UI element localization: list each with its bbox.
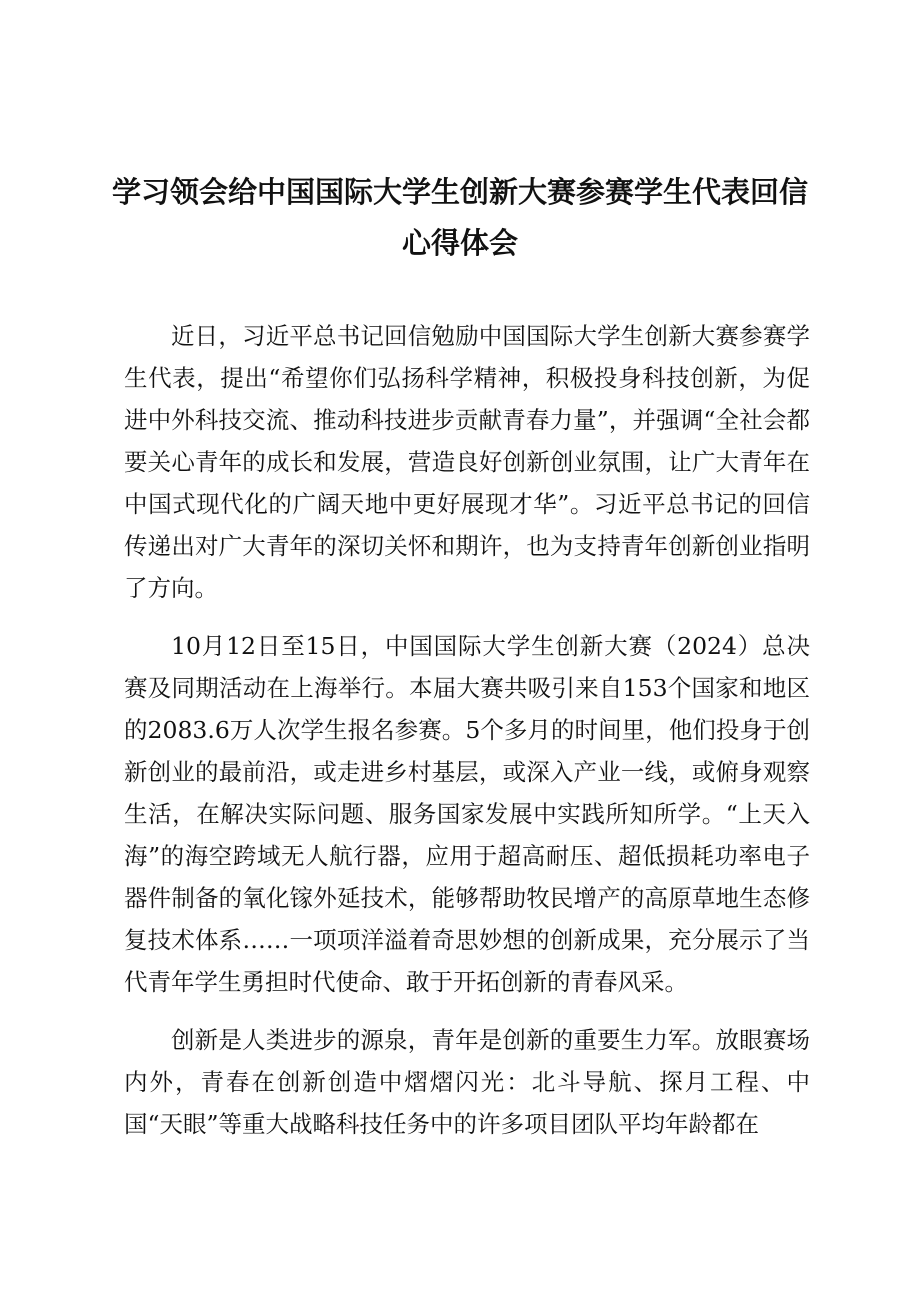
document-title-line-2: 心得体会: [401, 226, 518, 260]
document-title-line-1: 学习领会给中国国际大学生创新大赛参赛学生代表回信: [111, 175, 808, 209]
document-body: [124, 315, 810, 1161]
paragraph-2: 10月12日至15日，中国国际大学生创新大赛（2024）总决赛及同期活动在上海举行。本届大赛共吸引来自153个国家和地区的2083.6万人次学生报名参赛。5个多月的时间里，他们投身于创新创业的最前沿，或走进乡村基层，或深入产业一线，或俯身观察生活，在解决实际问题、服务国家发展中实践所知所学。“上天入海”的海空跨域无人航行器，应用于超高耐压、超低损耗功率电子器件制备的氧化镓外延技术，能够帮助牧民增产的高原草地生态修复技术体系……一项项洋溢着奇思妙想的创新成果，充分展示了当代青年学生勇担时代使命、敢于开拓创新的青春风采。: [124, 632, 810, 996]
paragraph-3: 创新是人类进步的源泉，青年是创新的重要生力军。放眼赛场内外，青春在创新创造中熠熠闪光：北斗导航、探月工程、中国“天眼”等重大战略科技任务中的许多项目团队平均年龄都在: [124, 1026, 810, 1138]
paragraph-1: 近日，习近平总书记回信勉励中国国际大学生创新大赛参赛学生代表，提出“希望你们弘扬科学精神，积极投身科技创新，为促进中外科技交流、推动科技进步贡献青春力量”，并强调“全社会都要关心青年的成长和发展，营造良好创新创业氛围，让广大青年在中国式现代化的广阔天地中更好展现才华”。习近平总书记的回信传递出对广大青年的深切关怀和期许，也为支持青年创新创业指明了方向。: [124, 322, 810, 602]
